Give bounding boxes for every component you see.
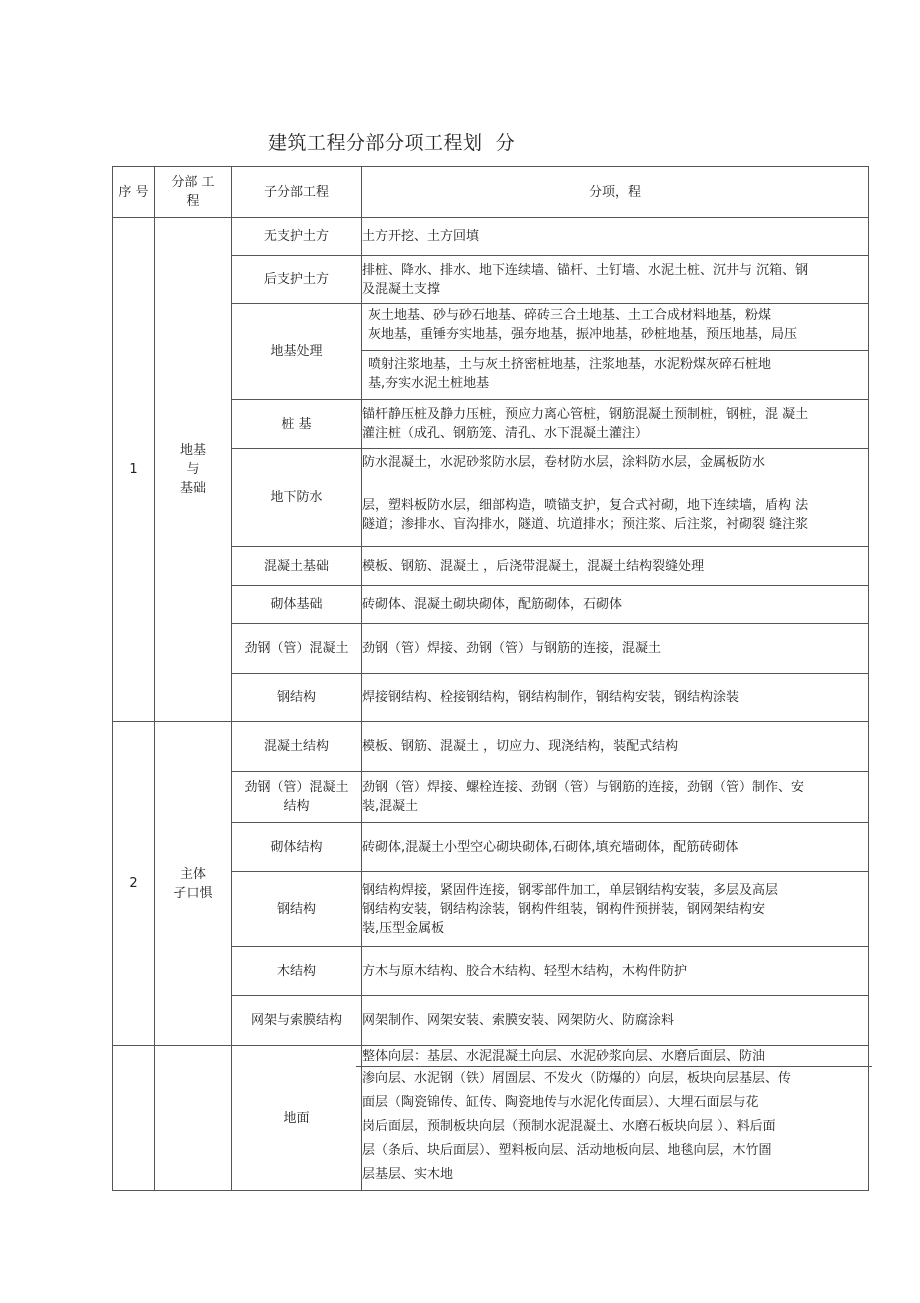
group-seq: 2 (113, 722, 155, 1046)
items-line: 层基层、实木地 (362, 1167, 454, 1182)
header-division-line: 程 (186, 194, 200, 209)
group-name (155, 1046, 232, 1191)
division-table (112, 166, 869, 1191)
subdivision-cell: 无支护土方 (232, 218, 362, 256)
items-cell (362, 674, 869, 722)
items-part (362, 350, 868, 397)
header-subdivision: 子分部工程 (232, 167, 362, 218)
subdivision-cell: 地下防水 (232, 449, 362, 547)
items-cell (362, 449, 869, 547)
items-line: 劲钢（管）焊接、劲钢（管）与钢筋的连接，混凝土 (362, 641, 662, 656)
group-name (155, 218, 232, 722)
items-cell (362, 823, 869, 872)
items-line: 渗向层、水泥钢（铁）屑圄层、不发火（防爆的）向层，板块向层基层、传 (362, 1071, 792, 1086)
items-cell (362, 218, 869, 256)
items-line: 层（条后、块后面层）、塑料板向层、活动地板向层、地毯向层，木竹圄 (362, 1143, 772, 1158)
table-row (113, 1046, 869, 1191)
items-part (362, 304, 868, 350)
items-cell (362, 400, 869, 449)
subdivision-cell: 砌体结构 (232, 823, 362, 872)
table-row (113, 218, 869, 256)
subdivision-line: 结构 (283, 799, 310, 814)
items-line: 装,混凝土 (362, 799, 419, 814)
header-items: 分项，程 (362, 167, 869, 218)
items-line: 模板、钢筋、混凝土 ，切应力、现浇结构，装配式结构 (362, 739, 679, 754)
items-cell (362, 772, 869, 823)
header-seq: 序 号 (113, 167, 155, 218)
items-line: 基,夯实水泥土桩地基 (368, 376, 490, 391)
subdivision-cell: 混凝土基础 (232, 547, 362, 586)
items-line: 钢结构安装，钢结构涂装，钢构件组装，钢构件预拼装，钢网架结构安 (362, 901, 766, 917)
subdivision-cell: 钢结构 (232, 674, 362, 722)
subdivision-cell: 地基处理 (232, 304, 362, 400)
group-name-line: 主体 (179, 866, 206, 882)
subdivision-cell: 混凝土结构 (232, 722, 362, 772)
items-line: 隧道；渗排水、盲沟排水，隧道、坑道排水；预注浆、后注浆，衬砌裂 缝注浆 (362, 517, 809, 532)
items-line: 装,压型金属板 (362, 920, 445, 936)
items-line: 防水混凝土，水泥砂浆防水层，卷材防水层，涂料防水层，金属板防水 (362, 455, 766, 470)
items-line: 网架制作、网架安装、索膜安装、网架防火、防腐涂料 (362, 1013, 675, 1028)
group-name-line: 孑口惧 (173, 885, 213, 901)
items-line: 层，塑料板防水层，细部构造，喷锚支护，复合式衬砌，地下连续墙，盾构 法 (362, 498, 809, 513)
items-cell (362, 1046, 869, 1191)
subdivision-cell: 网架与索膜结构 (232, 996, 362, 1046)
items-cell (362, 304, 869, 400)
items-cell (362, 256, 869, 304)
items-line: 模板、钢筋、混凝土 ，后浇带混凝土，混凝土结构裂缝处理 (362, 558, 705, 574)
items-line: 焊接钢结构、栓接钢结构，钢结构制作，钢结构安装，钢结构涂装 (362, 690, 740, 705)
items-line: 及混凝土支撑 (362, 281, 441, 297)
subdivision-cell: 砌体基础 (232, 586, 362, 624)
header-division (155, 167, 232, 218)
items-cell (362, 872, 869, 947)
group-name (155, 722, 232, 1046)
group-name-line: 地基 (179, 443, 206, 458)
items-line: 灰地基，重锤夯实地基，强夯地基，振冲地基，砂桩地基，预压地基，局压 (368, 327, 798, 342)
subdivision-cell: 劲钢（管）混凝土 (232, 624, 362, 674)
table-row (113, 722, 869, 772)
subdivision-cell: 地面 (232, 1046, 362, 1191)
items-line: 方木与原木结构、胶合木结构、轻型木结构，木构件防护 (362, 963, 688, 979)
group-name-line: 与 (186, 462, 200, 477)
table-header-row (113, 167, 869, 218)
items-line: 砖砌体、混凝土砌块砌体，配筋砌体，石砌体 (362, 597, 623, 612)
items-line: 灌注桩（成孔、钢筋笼、清孔、水下混凝土灌注） (362, 426, 649, 441)
subdivision-line: 劲钢（管）混凝土 (244, 780, 349, 795)
items-line: 锚杆静压桩及静力压桩，预应力离心管桩，钢筋混凝土预制桩，钢桩，混 凝土 (362, 407, 809, 422)
items-line: 整体向层：基层、水泥混凝土向层、水泥砂浆向层、水磨后面层、防油 (356, 1048, 872, 1067)
items-line: 灰土地基、砂与砂石地基、碎砖三合土地基、土工合成材料地基，粉煤 (368, 308, 772, 323)
items-line: 面层（陶瓷锦传、缸传、陶瓷地传与水泥化传面层）、大埋石面层与花 (362, 1095, 759, 1110)
items-cell (362, 586, 869, 624)
items-cell (362, 547, 869, 586)
items-line: 劲钢（管）焊接、螺栓连接、劲钢（管）与钢筋的连接，劲钢（管）制作、安 (362, 780, 805, 795)
items-line: 喷射注浆地基，土与灰土挤密桩地基，注浆地基，水泥粉煤灰碎石桩地 (368, 357, 772, 372)
subdivision-cell: 桩 基 (232, 400, 362, 449)
items-cell (362, 722, 869, 772)
subdivision-cell: 后支护土方 (232, 256, 362, 304)
group-name-line: 基础 (179, 481, 206, 496)
subdivision-cell (232, 772, 362, 823)
items-line: 砖砌体,混凝土小型空心砌块砌体,石砌体,填充墙砌体，配筋砖砌体 (362, 839, 739, 855)
items-line: 土方开挖、土方回填 (362, 229, 480, 244)
items-line: 岗后面层，预制板块向层（预制水泥混凝土、水磨石板块向层 ）、料后面 (362, 1119, 776, 1134)
group-seq: 1 (113, 218, 155, 722)
subdivision-cell: 钢结构 (232, 872, 362, 947)
subdivision-cell: 木结构 (232, 947, 362, 996)
items-line: 排桩、降水、排水、地下连续墙、锚杆、土钉墙、水泥土桩、沉井与 沉箱、钢 (362, 262, 809, 278)
page-title: 建筑工程分部分项工程划 分 (268, 132, 516, 154)
header-division-line: 分部 工 (171, 175, 215, 190)
group-seq (113, 1046, 155, 1191)
items-line: 钢结构焊接，紧固件连接，钢零部件加工，单层钢结构安装，多层及高层 (362, 882, 779, 898)
items-cell (362, 624, 869, 674)
items-cell (362, 996, 869, 1046)
items-cell (362, 947, 869, 996)
